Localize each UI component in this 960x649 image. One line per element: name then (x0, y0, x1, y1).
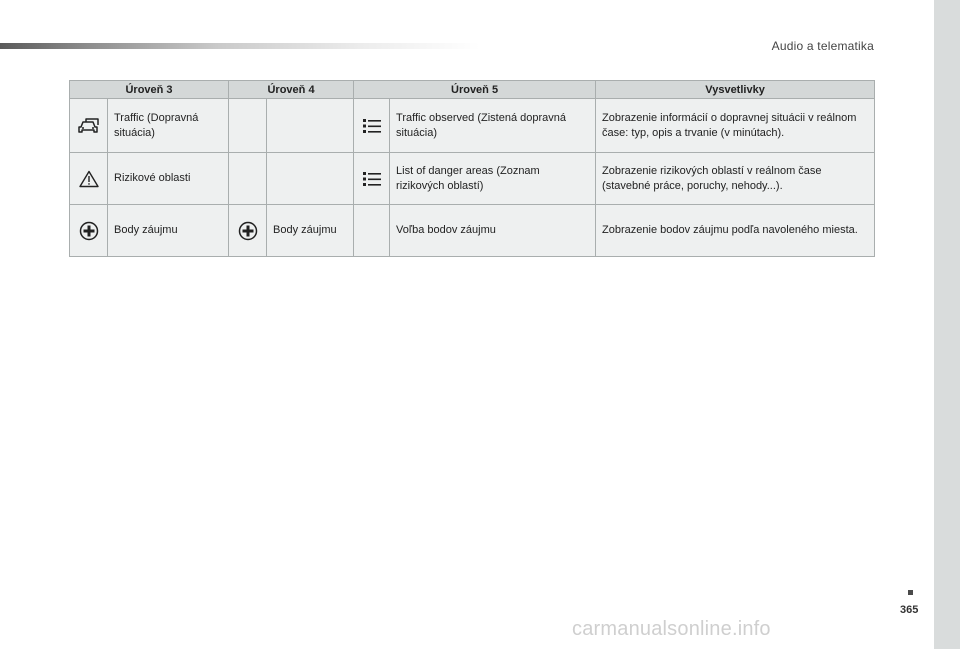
level5-label: List of danger areas (Zoznam rizikových oblastí) (390, 153, 596, 205)
level5-icon-cell (354, 153, 390, 205)
watermark: carmanualsonline.info (572, 618, 771, 640)
level3-label: Traffic (Dopravná situácia) (108, 99, 229, 153)
plus-circle-icon (79, 221, 99, 241)
table-row (70, 153, 875, 205)
level4-icon-cell (229, 99, 267, 153)
description-text: Zobrazenie informácií o dopravnej situácii v reálnom čase: typ, opis a trvanie (v minútach). (596, 99, 875, 153)
plus-circle-icon (238, 221, 258, 241)
level5-icon-cell (354, 205, 390, 257)
column-header-level3: Úroveň 3 (70, 81, 229, 99)
list-icon (362, 171, 382, 187)
level5-label: Voľba bodov záujmu (390, 205, 596, 257)
level4-label: Body záujmu (267, 205, 354, 257)
column-header-level5: Úroveň 5 (354, 81, 596, 99)
header-gradient-bar (0, 43, 480, 49)
level4-icon-cell (229, 205, 267, 257)
menu-table (69, 80, 875, 257)
level3-icon-cell (70, 99, 108, 153)
description-text: Zobrazenie bodov záujmu podľa navoleného miesta. (596, 205, 875, 257)
level3-icon-cell (70, 153, 108, 205)
level5-label: Traffic observed (Zistená dopravná situácia) (390, 99, 596, 153)
table-row (70, 99, 875, 153)
level4-label (267, 99, 354, 153)
level3-icon-cell (70, 205, 108, 257)
level3-label: Rizikové oblasti (108, 153, 229, 205)
page-number: 365 (900, 604, 919, 616)
list-icon (362, 118, 382, 134)
page-marker (908, 590, 913, 595)
column-header-level4: Úroveň 4 (229, 81, 354, 99)
level4-label (267, 153, 354, 205)
description-text: Zobrazenie rizikových oblastí v reálnom čase (stavebné práce, poruchy, nehody...). (596, 153, 875, 205)
traffic-car-icon (78, 117, 100, 135)
section-title: Audio a telematika (771, 39, 874, 53)
column-header-description: Vysvetlivky (596, 81, 875, 99)
table-header-row (70, 81, 875, 99)
level3-label: Body záujmu (108, 205, 229, 257)
level5-icon-cell (354, 99, 390, 153)
level4-icon-cell (229, 153, 267, 205)
table-row (70, 205, 875, 257)
warning-triangle-icon (79, 170, 99, 188)
side-strip (934, 0, 960, 649)
